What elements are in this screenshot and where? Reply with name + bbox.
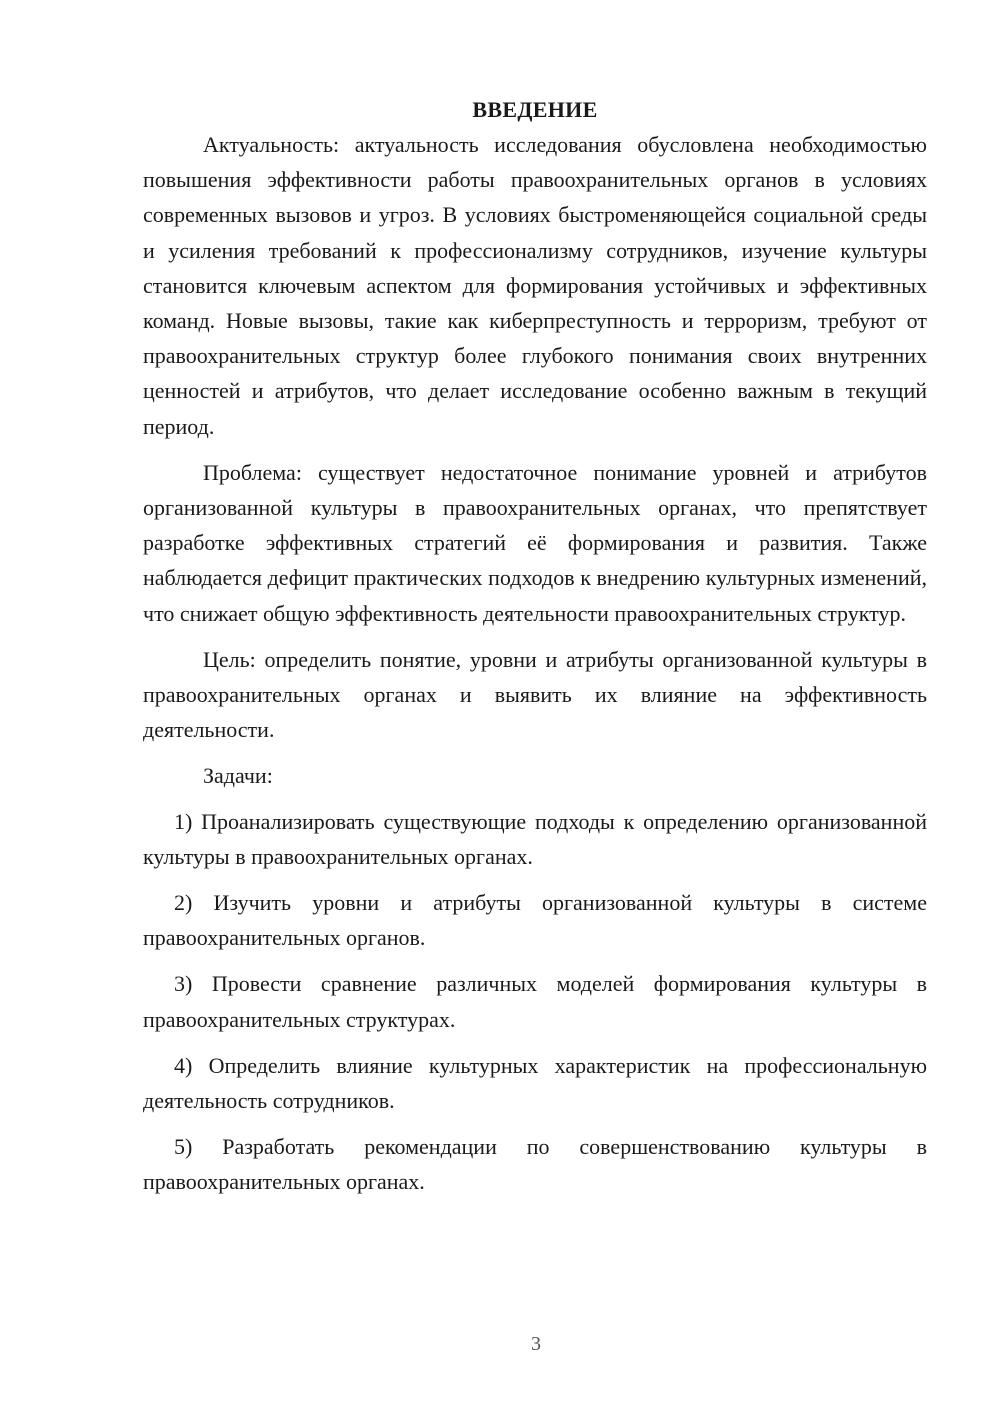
document-page xyxy=(143,92,927,1200)
relevance-paragraph: Актуальность: актуальность исследования обусловлена необходимостью повышения эффективности работы правоохранительных органов в условиях современных вызовов и угроз. В условиях быстроменяющейся социальной среды и усиления требований к профессионализму сотрудников, изучение культуры становится ключевым аспектом для формирования устойчивых и эффективных команд. Новые вызовы, такие как киберпреступность и терроризм, требуют от правоохранительных структур более глубокого понимания своих внутренних ценностей и атрибутов, что делает исследование особенно важным в текущий период. xyxy=(143,132,927,439)
task-item: 2) Изучить уровни и атрибуты организованной культуры в системе правоохранительных органов. xyxy=(143,890,927,951)
tasks-list xyxy=(143,804,927,1200)
page-number: 3 xyxy=(531,1333,541,1355)
section-heading: ВВЕДЕНИЕ xyxy=(472,97,598,122)
task-item: 3) Провести сравнение различных моделей формирования культуры в правоохранительных структурах. xyxy=(143,971,927,1032)
task-item: 5) Разработать рекомендации по совершенствованию культуры в правоохранительных органах. xyxy=(143,1134,927,1195)
tasks-label: Задачи: xyxy=(203,763,273,789)
task-item: 1) Проанализировать существующие подходы к определению организованной культуры в правоохранительных органах. xyxy=(143,808,927,869)
problem-paragraph: Проблема: существует недостаточное понимание уровней и атрибутов организованной культуры в правоохранительных органах, что препятствует разработке эффективных стратегий её формирования и развития. Также наблюдается дефицит практических подходов к внедрению культурных изменений, что снижает общую эффективность деятельности правоохранительных структур. xyxy=(143,459,927,626)
goal-paragraph: Цель: определить понятие, уровни и атрибуты организованной культуры в правоохранительных органах и выявить их влияние на эффективность деятельности. xyxy=(143,646,927,743)
task-item: 4) Определить влияние культурных характеристик на профессиональную деятельность сотрудников. xyxy=(143,1052,927,1114)
